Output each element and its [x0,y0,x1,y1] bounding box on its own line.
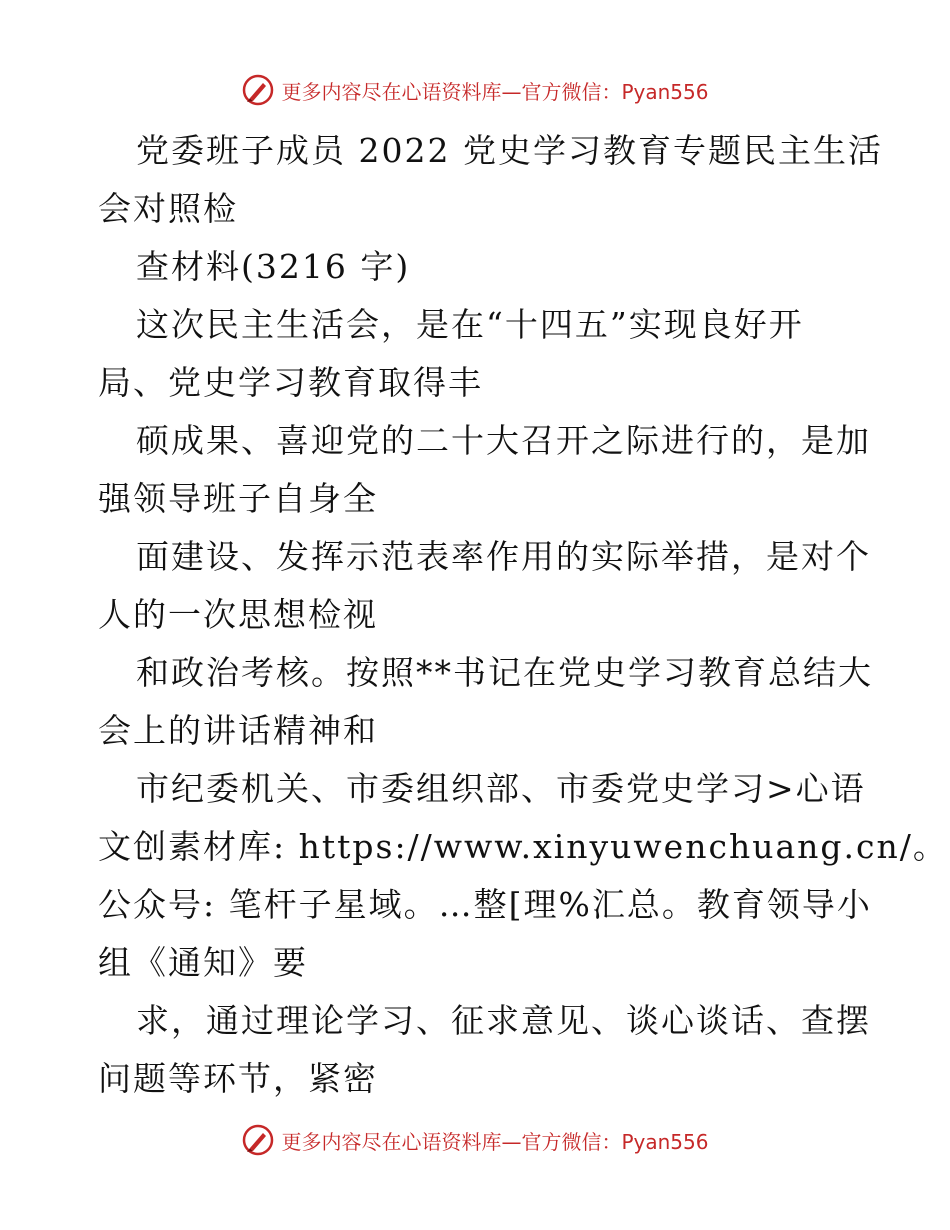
pen-logo-icon [241,1123,275,1157]
header-watermark [0,70,950,110]
text-line: 会对照检 [98,189,238,228]
text-line: 查材料(3216 字) [136,247,411,286]
paragraph [98,238,858,296]
text-line: 和政治考核。按照**书记在党史学习教育总结大 [136,653,873,692]
watermark-text: 更多内容尽在心语资料库—官方微信：Pyan556 [281,79,709,104]
text-line: 硕成果、喜迎党的二十大召开之际进行的，是加 [136,421,871,460]
paragraph [98,992,871,1108]
text-line: 人的一次思想检视 [98,595,378,634]
text-line: 组《通知》要 [98,943,308,982]
text-line: 强领导班子自身全 [98,479,378,518]
text-line: 市纪委机关、市委组织部、市委党史学习>心语 [136,769,866,808]
text-line: 问题等环节，紧密 [98,1059,378,1098]
text-line: 会上的讲话精神和 [98,711,378,750]
text-line: 公众号: 笔杆子星域。…整[理%汇总。教育领导小 [98,885,872,924]
document-body [98,122,948,1108]
text-line: 党委班子成员 2022 党史学习教育专题民主生活 [136,131,883,170]
paragraph [98,760,948,992]
text-line: 文创素材库: https://www.xinyuwenchuang.cn/。 [98,827,948,866]
paragraph [98,296,858,412]
paragraph [98,412,871,528]
text-line: 面建设、发挥示范表率作用的实际举措，是对个 [136,537,871,576]
footer-watermark [0,1120,950,1160]
watermark-text: 更多内容尽在心语资料库—官方微信：Pyan556 [281,1129,709,1154]
text-line: 这次民主生活会，是在“十四五”实现良好开 [136,305,804,344]
text-line: 局、党史学习教育取得丰 [98,363,483,402]
paragraph [98,122,883,238]
paragraph [98,644,873,760]
pen-logo-icon [241,73,275,107]
text-line: 求，通过理论学习、征求意见、谈心谈话、查摆 [136,1001,871,1040]
paragraph [98,528,871,644]
